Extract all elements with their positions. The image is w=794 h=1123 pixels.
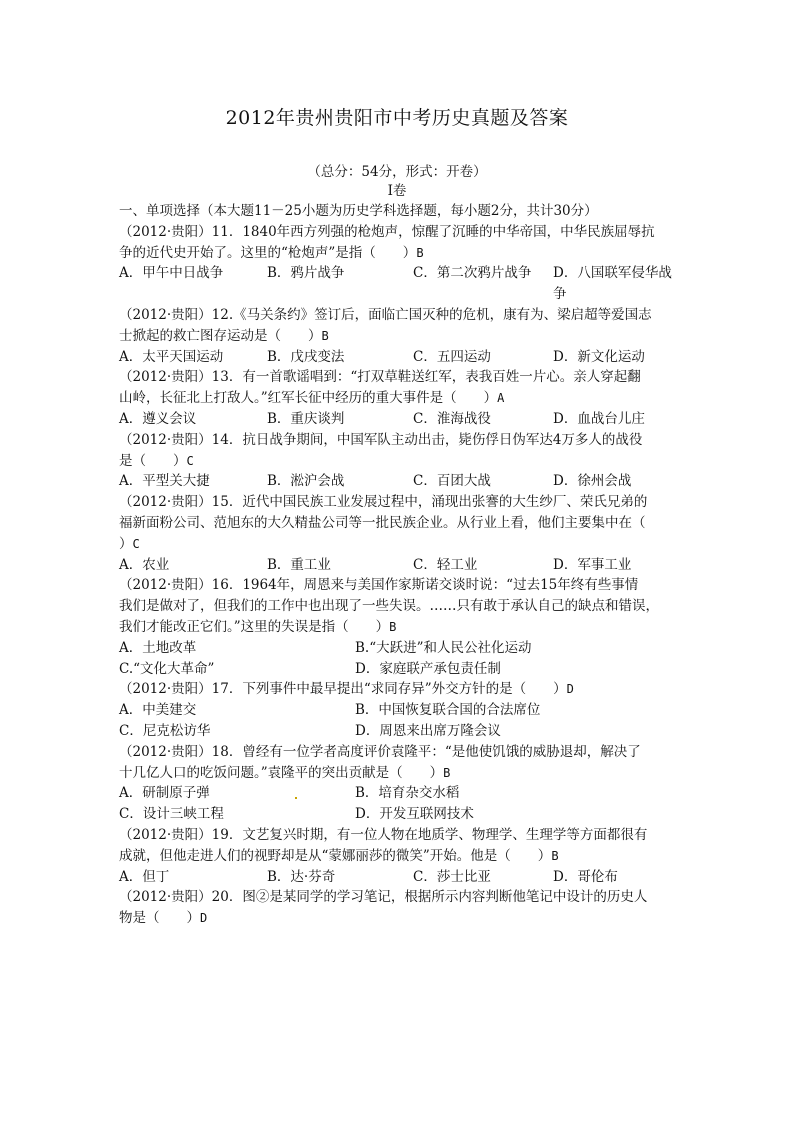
options-row <box>119 471 679 492</box>
option-d: D．周恩来出席万隆会议 <box>355 722 501 739</box>
question-13 <box>119 367 679 429</box>
options-row <box>119 555 679 576</box>
option-b: B．戊戌变法 <box>267 348 345 365</box>
question-15 <box>119 492 679 575</box>
question-text: （2012·贵阳）19．文艺复兴时期，有一位人物在地质学、物理学、生理学等方面都很有 <box>119 826 648 843</box>
question-12 <box>119 305 679 367</box>
answer-key: C <box>132 536 140 551</box>
question-text: （2012·贵阳）11．1840年西方列强的枪炮声，惊醒了沉睡的中华帝国，中华民族屈辱抗 <box>119 223 655 240</box>
question-text-line <box>119 679 679 700</box>
answer-key: B <box>321 328 329 343</box>
question-text: （2012·贵阳）17．下列事件中最早提出“求同存异”外交方针的是（ ） <box>119 681 567 698</box>
question-text: 山岭，长征北上打敌人。”红军长征中经历的重大事件是（ ） <box>119 390 498 407</box>
option-a: A．土地改革 <box>119 639 197 656</box>
answer-key: B <box>551 848 559 863</box>
question-text-line <box>119 534 679 555</box>
option-d: D．军事工业 <box>553 556 632 573</box>
question-text: 我们才能改正它们。”这里的失误是指（ ） <box>119 618 390 635</box>
question-text: 争的近代史开始了。这里的“枪炮声”是指（ ） <box>119 244 417 261</box>
question-text-line <box>119 617 679 638</box>
options-row <box>119 263 679 303</box>
options-row <box>119 638 679 659</box>
question-text: 物是（ ） <box>119 910 200 927</box>
option-b: B．达·芬奇 <box>267 868 336 885</box>
question-text: 士掀起的救亡图存运动是（ ） <box>119 327 322 344</box>
document-title: 2012年贵州贵阳市中考历史真题及答案 <box>225 107 569 129</box>
options-row <box>119 867 679 888</box>
options-row <box>119 804 679 825</box>
option-c: C．五四运动 <box>413 348 491 365</box>
option-c: C．淮海战役 <box>413 410 491 427</box>
option-a: A．农业 <box>119 556 170 573</box>
option-a: A．研制原子弹 <box>119 785 210 802</box>
answer-key: B <box>443 765 451 780</box>
option-d: D．家庭联产承包责任制 <box>355 660 501 677</box>
option-c: C．轻工业 <box>413 556 478 573</box>
question-text: 是（ ） <box>119 452 187 469</box>
volume-label: Ⅰ卷 <box>387 183 407 199</box>
answer-key: D <box>566 682 574 697</box>
options-row <box>119 659 679 680</box>
option-d: D．八国联军侵华战争 <box>553 265 672 303</box>
option-c: C．百团大战 <box>413 473 491 490</box>
question-text: （2012·贵阳）16．1964年，周恩来与美国作家斯诺交谈时说：“过去15年终有些事情 <box>119 577 639 594</box>
question-text-line <box>119 908 679 929</box>
options-row <box>119 409 679 430</box>
stray-mark <box>295 797 297 799</box>
section-heading: 一、单项选择（本大题11－25小题为历史学科选择题，每小题2分，共计30分） <box>119 203 598 219</box>
question-text: （2012·贵阳）13．有一首歌谣唱到：“打双草鞋送红军，表我百姓一片心。亲人穿起翻 <box>119 369 641 386</box>
option-d: D．哥伦布 <box>553 868 618 885</box>
question-text-line <box>119 326 679 347</box>
question-text-line <box>119 451 679 472</box>
question-18 <box>119 742 679 825</box>
answer-key: A <box>497 391 505 406</box>
option-b: B.“大跃进”和人民公社化运动 <box>355 639 532 656</box>
answer-key: B <box>416 245 424 260</box>
option-a: A．遵义会议 <box>119 410 197 427</box>
option-b: B．培育杂交水稻 <box>355 785 460 802</box>
option-d: D．新文化运动 <box>553 348 645 365</box>
answer-key: C <box>186 453 194 468</box>
question-text-line <box>119 846 679 867</box>
question-text: 成就，但他走进人们的视野却是从“蒙娜丽莎的微笑”开始。他是（ ） <box>119 847 552 864</box>
option-b: B．鸦片战争 <box>267 265 345 282</box>
question-text-line <box>119 763 679 784</box>
options-row <box>119 700 679 721</box>
option-a: A．甲午中日战争 <box>119 265 224 282</box>
options-row <box>119 721 679 742</box>
option-d: D．徐州会战 <box>553 473 632 490</box>
option-c: C．第二次鸦片战争 <box>413 265 532 282</box>
option-a: A．平型关大捷 <box>119 473 210 490</box>
question-text-line <box>119 388 679 409</box>
options-row <box>119 347 679 368</box>
answer-key: D <box>200 911 208 926</box>
question-text: （2012·贵阳）14．抗日战争期间，中国军队主动出击，毙伤俘日伪军达4万多人的战役 <box>119 431 643 448</box>
question-text-line <box>119 243 679 264</box>
option-a: A．但丁 <box>119 868 170 885</box>
document-subtitle: （总分：54分，形式：开卷） <box>307 164 487 180</box>
question-19 <box>119 825 679 887</box>
option-b: B．中国恢复联合国的合法席位 <box>355 702 541 719</box>
question-text: ） <box>119 535 133 552</box>
question-text: 十几亿人口的吃饭问题。”袁隆平的突出贡献是（ ） <box>119 764 444 781</box>
option-b: B．重工业 <box>267 556 331 573</box>
option-a: A．太平天国运动 <box>119 348 224 365</box>
option-d: D．开发互联网技术 <box>355 806 474 823</box>
options-row <box>119 783 679 804</box>
document-body <box>119 201 679 929</box>
question-text: （2012·贵阳）18．曾经有一位学者高度评价袁隆平：“是他使饥饿的威胁退却，解决了 <box>119 743 641 760</box>
option-c: C．设计三峡工程 <box>119 806 224 823</box>
option-b: B．淞沪会战 <box>267 473 345 490</box>
option-a: A．中美建交 <box>119 702 197 719</box>
question-text: （2012·贵阳）15．近代中国民族工业发展过程中，涌现出张謇的大生纱厂、荣氏兄弟的 <box>119 494 648 511</box>
option-b: B．重庆谈判 <box>267 410 345 427</box>
option-d: D．血战台儿庄 <box>553 410 645 427</box>
question-14 <box>119 430 679 492</box>
question-text: （2012·贵阳）20．图②是某同学的学习笔记，根据所示内容判断他笔记中设计的历史人 <box>119 889 648 906</box>
question-20 <box>119 887 679 929</box>
question-text: （2012·贵阳）12.《马关条约》签订后，面临亡国灭种的危机，康有为、梁启超等爱国志 <box>119 306 652 323</box>
option-c: C．尼克松访华 <box>119 722 211 739</box>
question-11 <box>119 222 679 305</box>
option-c: C．莎士比亚 <box>413 868 491 885</box>
option-c: C.“文化大革命” <box>119 660 215 677</box>
question-text: 我们是做对了，但我们的工作中也出现了一些失误。……只有敢于承认自己的缺点和错误， <box>119 598 659 615</box>
question-16 <box>119 575 679 679</box>
question-17 <box>119 679 679 741</box>
question-text: 福新面粉公司、范旭东的大久精盐公司等一批民族企业。从行业上看，他们主要集中在（ <box>119 514 646 531</box>
answer-key: B <box>389 619 397 634</box>
